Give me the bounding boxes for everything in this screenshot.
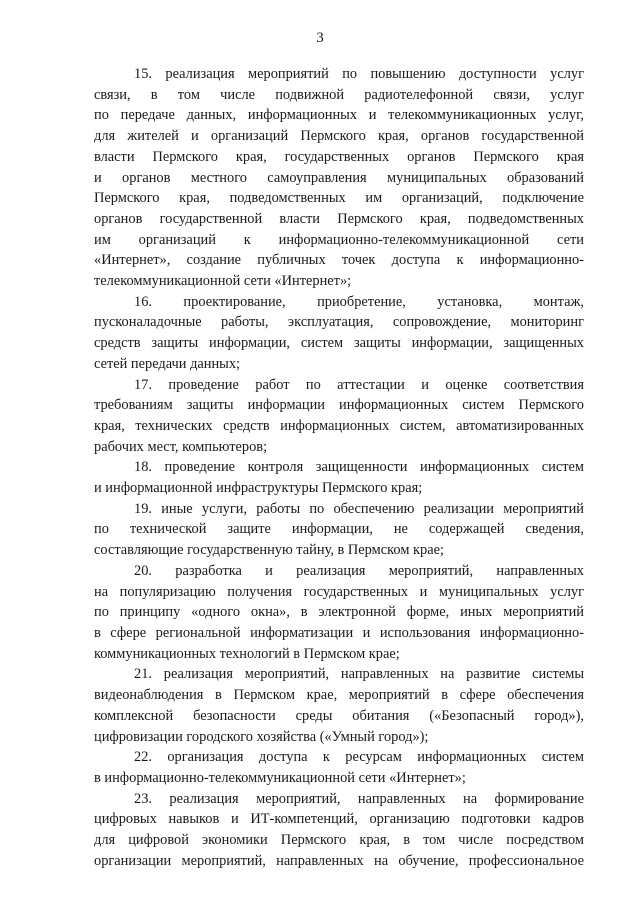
text-line: пусконаладочные работы, эксплуатация, сопровождение, мониторинг — [94, 314, 584, 331]
text-line: комплексной безопасности среды обитания («Безопасный город»), — [94, 707, 584, 724]
text-line: для жителей и организаций Пермского края, органов государственной — [94, 128, 584, 145]
text-line: коммуникационных технологий в Пермском крае; — [94, 645, 400, 662]
list-item-paragraph — [94, 457, 584, 498]
text-line: 21. реализация мероприятий, направленных на развитие системы — [134, 666, 584, 683]
text-line: 15. реализация мероприятий по повышению доступности услуг — [134, 66, 584, 82]
text-line: по передаче данных, информационных и телекоммуникационных услуг, — [94, 107, 584, 124]
text-line: 23. реализация мероприятий, направленных на формирование — [134, 790, 584, 807]
text-line: видеонаблюдения в Пермском крае, мероприятий в сфере обеспечения — [94, 687, 584, 704]
text-line: сетей передачи данных; — [94, 355, 241, 372]
text-line: и органов местного самоуправления муниципальных образований — [94, 169, 584, 186]
text-line: 20. разработка и реализация мероприятий, направленных — [134, 562, 584, 579]
text-line: цифровых навыков и ИТ-компетенций, организацию подготовки кадров — [94, 811, 584, 828]
text-line: на популяризацию получения государственных и муниципальных услуг — [94, 583, 584, 600]
text-line: 17. проведение работ по аттестации и оценке соответствия — [134, 376, 584, 393]
text-line: средств защиты информации, систем защиты информации, защищенных — [94, 335, 584, 352]
text-line: 19. иные услуги, работы по обеспечению реализации мероприятий — [134, 500, 584, 517]
list-item-paragraph — [94, 747, 584, 788]
text-line: 16. проектирование, приобретение, установка, монтаж, — [134, 293, 584, 310]
text-line: рабочих мест, компьютеров; — [94, 438, 268, 455]
page-number: 3 — [316, 30, 324, 46]
text-line: власти Пермского края, государственных органов Пермского края — [94, 148, 584, 165]
list-item-paragraph — [94, 499, 584, 561]
text-line: в информационно-телекоммуникационной сети «Интернет»; — [94, 769, 466, 786]
text-line: органов государственной власти Пермского края, подведомственных — [94, 210, 584, 227]
text-line: по технической защите информации, не содержащей сведения, — [94, 521, 584, 538]
text-line: по принципу «одного окна», в электронной форме, иных мероприятий — [94, 604, 584, 621]
list-item-paragraph — [94, 292, 584, 375]
text-line: для цифровой экономики Пермского края, в том числе посредством — [94, 832, 584, 849]
list-item-paragraph — [94, 561, 584, 665]
text-line: «Интернет», создание публичных точек доступа к информационно- — [94, 252, 584, 269]
text-line: цифровизации городского хозяйства («Умный город»); — [94, 728, 429, 745]
text-line: им организаций к информационно-телекоммуникационной сети — [94, 231, 584, 248]
text-line: края, технических средств информационных систем, автоматизированных — [94, 417, 584, 434]
text-line: 18. проведение контроля защищенности информационных систем — [134, 459, 584, 476]
text-line: в сфере региональной информатизации и использования информационно- — [94, 624, 584, 641]
text-line: требованиям защиты информации информационных систем Пермского — [94, 397, 584, 414]
list-item-paragraph — [94, 789, 584, 872]
text-line: 22. организация доступа к ресурсам информационных систем — [134, 749, 584, 766]
text-line: телекоммуникационной сети «Интернет»; — [94, 273, 352, 290]
document-body — [94, 64, 584, 871]
list-item-paragraph — [94, 64, 584, 292]
text-line: связи, в том числе подвижной радиотелефонной связи, услуг — [94, 86, 584, 103]
list-item-paragraph — [94, 664, 584, 747]
text-line: и информационной инфраструктуры Пермского края; — [94, 480, 423, 497]
text-line: организации мероприятий, направленных на обучение, профессиональное — [94, 852, 584, 869]
list-item-paragraph — [94, 375, 584, 458]
text-line: Пермского края, подведомственных им организаций, подключение — [94, 190, 584, 207]
text-line: составляющие государственную тайну, в Пермском крае; — [94, 542, 445, 559]
